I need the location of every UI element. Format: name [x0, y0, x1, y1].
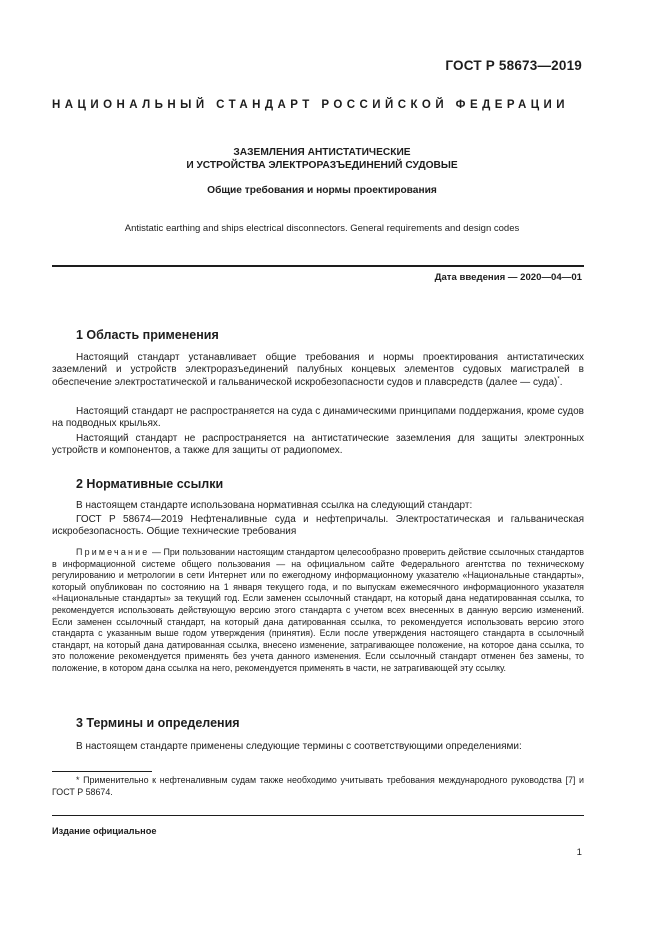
document-subtitle: Общие требования и нормы проектирования	[207, 185, 437, 196]
document-title-line-1: ЗАЗЕМЛЕНИЯ АНТИСТАТИЧЕСКИЕ	[233, 147, 411, 158]
footnote: * Применительно к нефтеналивным судам также необходимо учитывать требования международного руководства [7] и ГОСТ Р 58674.	[52, 775, 584, 797]
national-standard-title: НАЦИОНАЛЬНЫЙ СТАНДАРТ РОССИЙСКОЙ ФЕДЕРАЦИИ	[52, 99, 569, 111]
title-divider	[52, 265, 584, 267]
document-title	[60, 147, 584, 172]
introduction-date: Дата введения — 2020—04—01	[434, 272, 582, 283]
section-3-heading: 3 Термины и определения	[76, 716, 240, 730]
note-label: Примечание	[76, 547, 150, 557]
section-2-paragraph-2: ГОСТ Р 58674—2019 Нефтеналивные суда и нефтепричалы. Электростатическая и гальваническая искробезопасность. Общие технические требования	[52, 514, 584, 538]
section-1-heading: 1 Область применения	[76, 328, 219, 342]
note-text: — При пользовании настоящим стандартом целесообразно проверить действие ссылочных стандартов в информационной системе общего пользования — на официальном сайте Федерального агентства по техническому регулированию и метрологии в сети Интернет или по ежегодному информационному указателю «Национальные стандарты», который опубликован по состоянию на 1 января текущего года, и по выпускам ежемесячного информационного указателя «Национальные стандарты» за текущий год. Если заменен ссылочный стандарт, на который дана недатированная ссылка, то рекомендуется использовать действующую версию этого стандарта с учетом всех внесенных в данную версию изменений. Если заменен ссылочный стандарт, на который дана датированная ссылка, то рекомендуется использовать версию этого стандарта с указанным выше годом утверждения (принятия). Если после утверждения настоящего стандарта в ссылочный стандарт, на который дана датированная ссылка, внесено изменение, затрагивающее положение, на которое дана ссылка, то это положение рекомендуется применять без учета данного изменения. Если ссылочный стандарт отменен без замены, то положение, в котором дана ссылка на него, рекомендуется применять в части, не затрагивающей эту ссылку.	[52, 547, 584, 673]
footnote-marker: *	[557, 376, 560, 383]
section-1-paragraph-1	[52, 352, 584, 389]
page-number: 1	[576, 847, 582, 858]
section-2-heading: 2 Нормативные ссылки	[76, 477, 224, 491]
gost-code: ГОСТ Р 58673—2019	[445, 58, 582, 73]
section-3-paragraph-1: В настоящем стандарте применены следующие термины с соответствующими определениями:	[76, 741, 522, 752]
section-2-paragraph-1: В настоящем стандарте использована нормативная ссылка на следующий стандарт:	[76, 500, 473, 511]
english-title: Antistatic earthing and ships electrical disconnectors. General requirements and design codes	[124, 223, 520, 234]
section-1-paragraph-2: Настоящий стандарт не распространяется на суда с динамическими принципами поддержания, кроме судов на подводных крыльях.	[52, 406, 584, 430]
footnote-separator	[52, 771, 152, 772]
official-edition-label: Издание официальное	[52, 826, 157, 836]
section-1-paragraph-3: Настоящий стандарт не распространяется на антистатические заземления для защиты электронных устройств и компонентов, а также для защиты от радиопомех.	[52, 433, 584, 457]
section-2-note	[52, 547, 584, 675]
footer-divider	[52, 815, 584, 816]
document-title-line-2: И УСТРОЙСТВА ЭЛЕКТРОРАЗЪЕДИНЕНИЙ СУДОВЫЕ	[186, 159, 458, 171]
section-1-paragraph-1-text: Настоящий стандарт устанавливает общие требования и нормы проектирования антистатических заземлений и устройств электроразъединений палубных концевых элементов судовых магистралей в обеспечение электростатической и гальванической искробезопасности судов и плавсредств (далее — суда)	[52, 352, 584, 388]
section-1-paragraph-1-end: .	[559, 376, 563, 388]
